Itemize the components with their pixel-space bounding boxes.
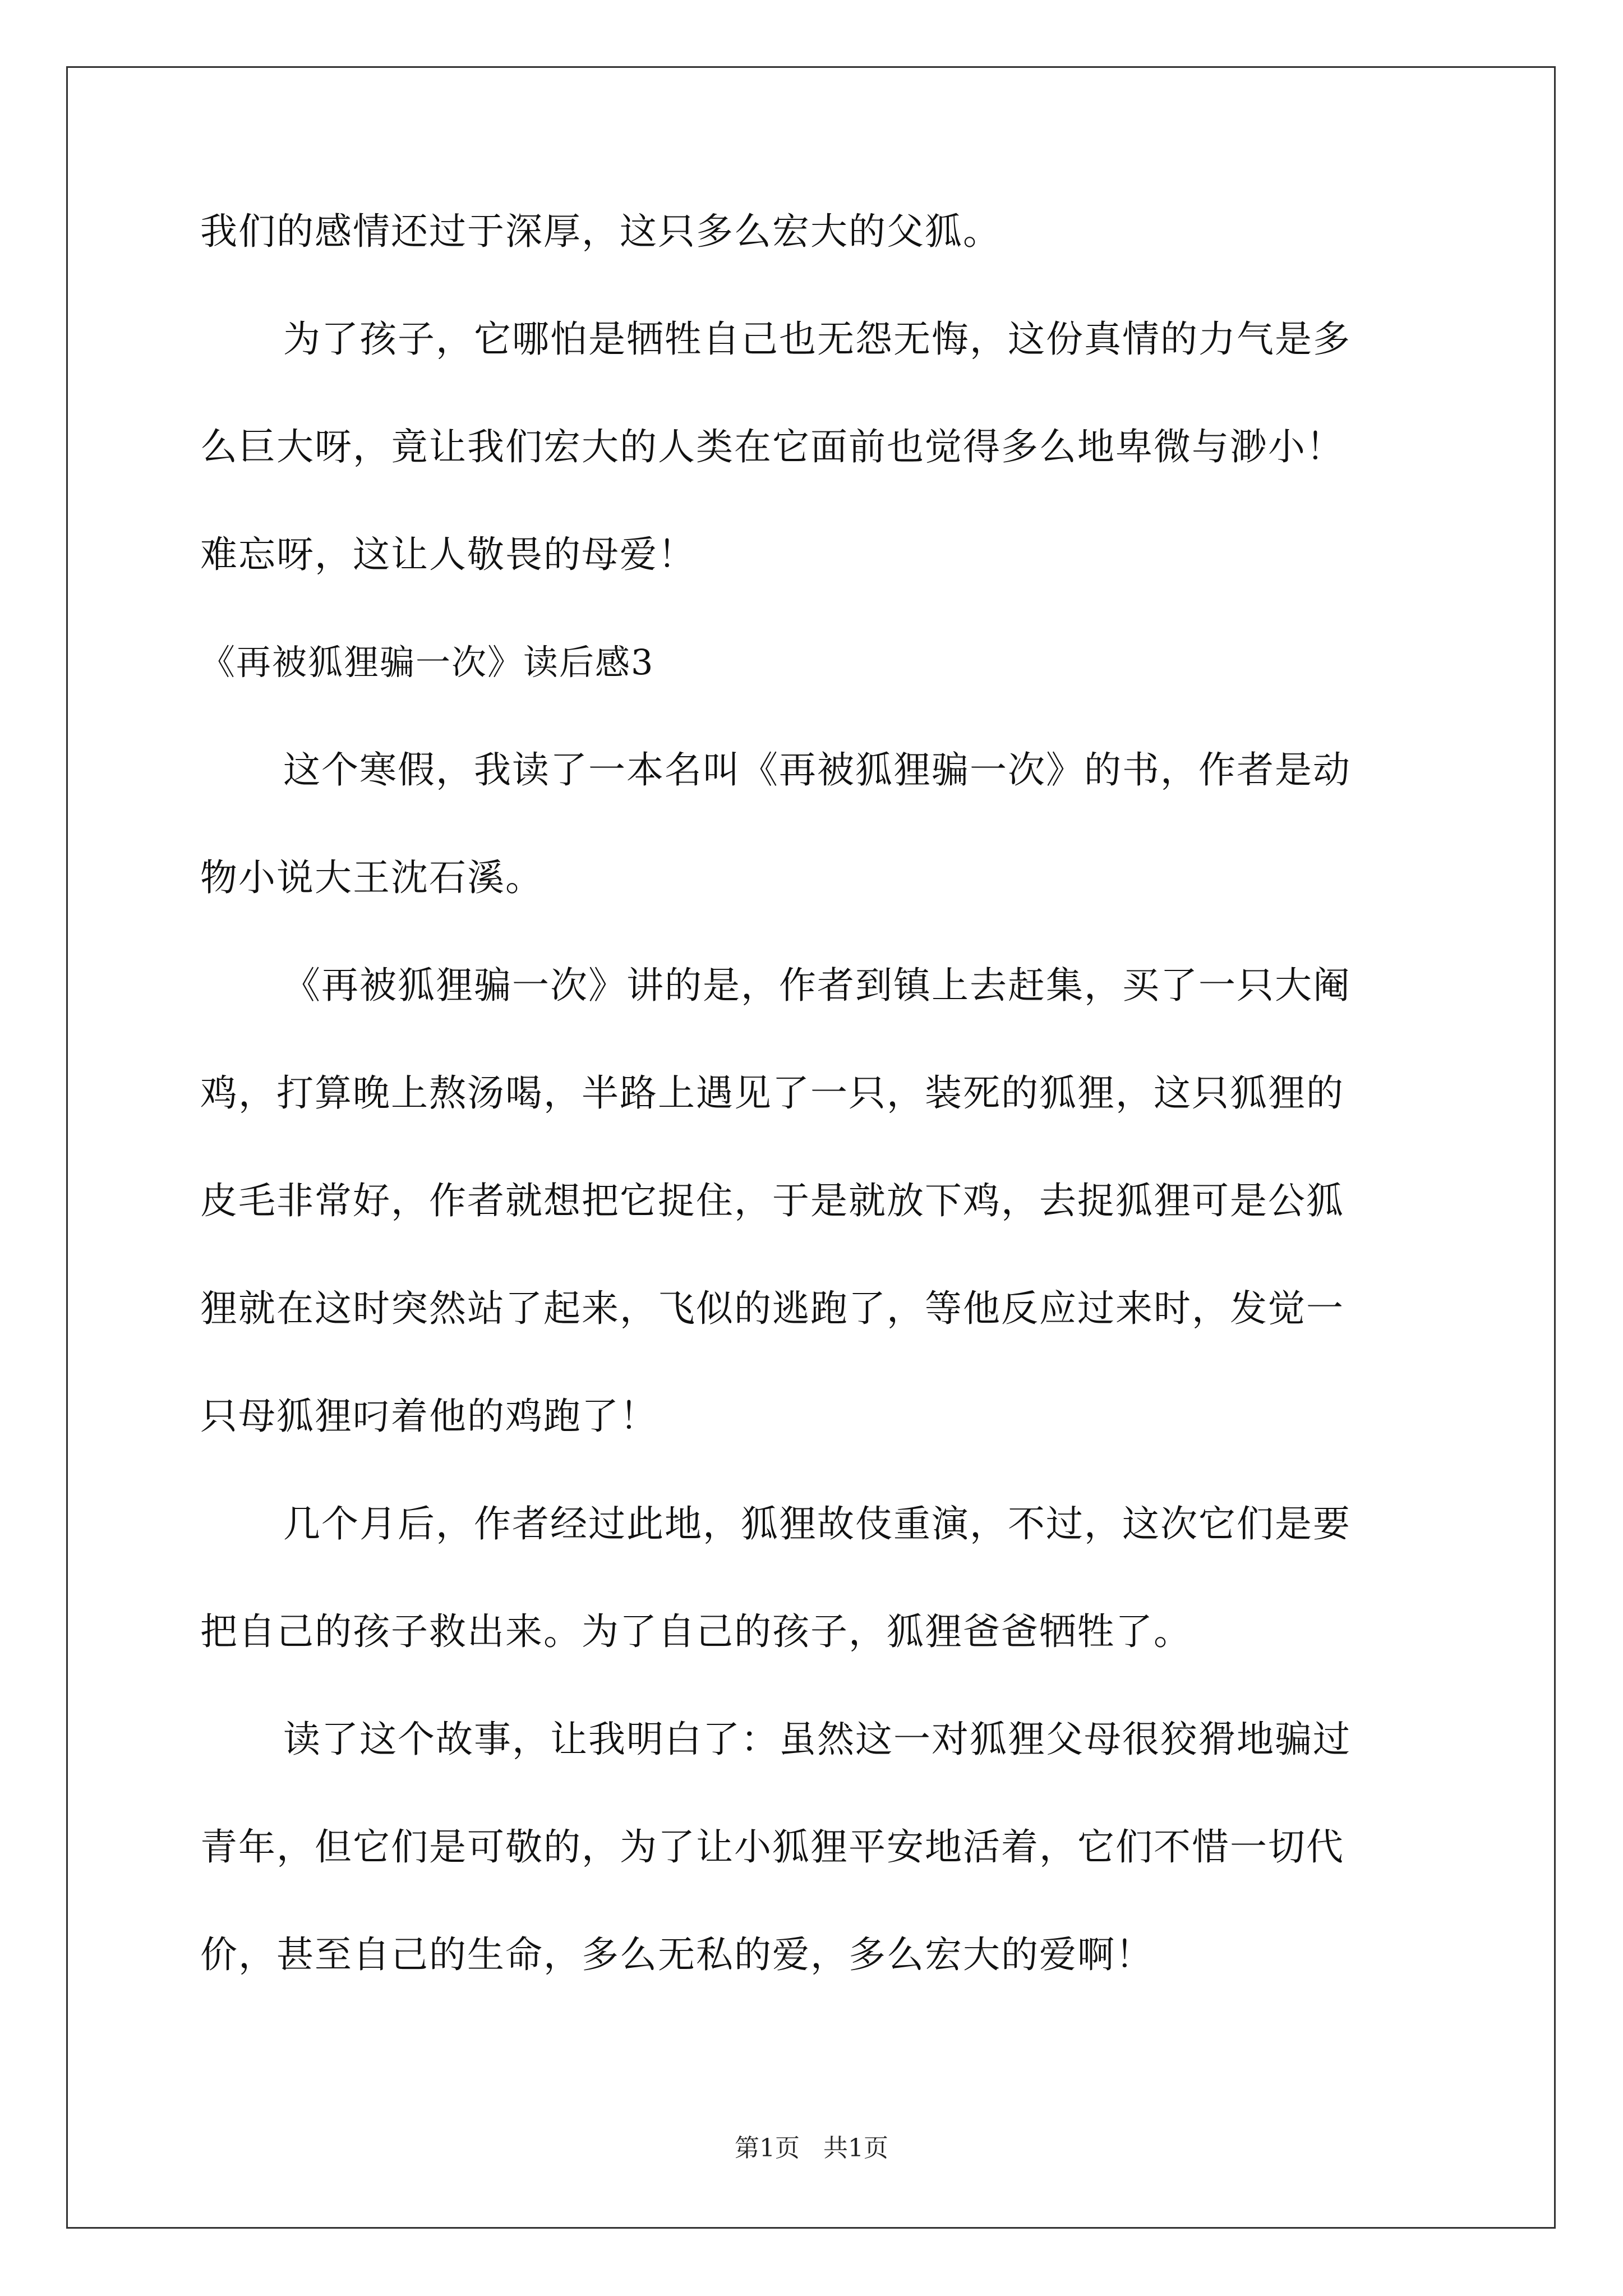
paragraph-line-11: 狸就在这时突然站了起来，飞似的逃跑了，等他反应过来时，发觉一 — [200, 1287, 1344, 1330]
paragraph-line-17: 价，甚至自己的生命，多么无私的爱，多么宏大的爱啊！ — [200, 1933, 1154, 1976]
paragraph-line-2: 为了孩子，它哪怕是牺牲自己也无怨无悔，这份真情的力气是多 — [283, 318, 1351, 361]
paragraph-line-12: 只母狐狸叼着他的鸡跑了！ — [200, 1395, 658, 1438]
paragraph-line-10: 皮毛非常好，作者就想把它捉住，于是就放下鸡，去捉狐狸可是公狐 — [200, 1179, 1344, 1222]
paragraph-line-14: 把自己的孩子救出来。为了自己的孩子，狐狸爸爸牺牲了。 — [200, 1610, 1192, 1653]
paragraph-line-4: 难忘呀，这让人敬畏的母爱！ — [200, 533, 696, 576]
paragraph-line-7: 物小说大王沈石溪。 — [200, 856, 543, 899]
paragraph-line-15: 读了这个故事，让我明白了：虽然这一对狐狸父母很狡猾地骗过 — [283, 1718, 1351, 1761]
paragraph-line-3: 么巨大呀，竟让我们宏大的人类在它面前也觉得多么地卑微与渺小！ — [200, 425, 1344, 468]
paragraph-line-6: 这个寒假，我读了一本名叫《再被狐狸骗一次》的书，作者是动 — [283, 748, 1351, 792]
page-number-footer: 第1页 共1页 — [735, 2134, 888, 2162]
paragraph-line-1: 我们的感情还过于深厚，这只多么宏大的父狐。 — [200, 210, 1001, 253]
document-body — [200, 210, 1434, 2044]
paragraph-line-16: 青年，但它们是可敬的，为了让小狐狸平安地活着，它们不惜一切代 — [200, 1825, 1344, 1869]
paragraph-line-8: 《再被狐狸骗一次》讲的是，作者到镇上去赶集，买了一只大阉 — [283, 964, 1351, 1007]
paragraph-line-9: 鸡，打算晚上熬汤喝，半路上遇见了一只，装死的狐狸，这只狐狸的 — [200, 1071, 1344, 1115]
paragraph-line-13: 几个月后，作者经过此地，狐狸故伎重演，不过，这次它们是要 — [283, 1502, 1351, 1545]
section-heading: 《再被狐狸骗一次》读后感3 — [200, 642, 654, 683]
